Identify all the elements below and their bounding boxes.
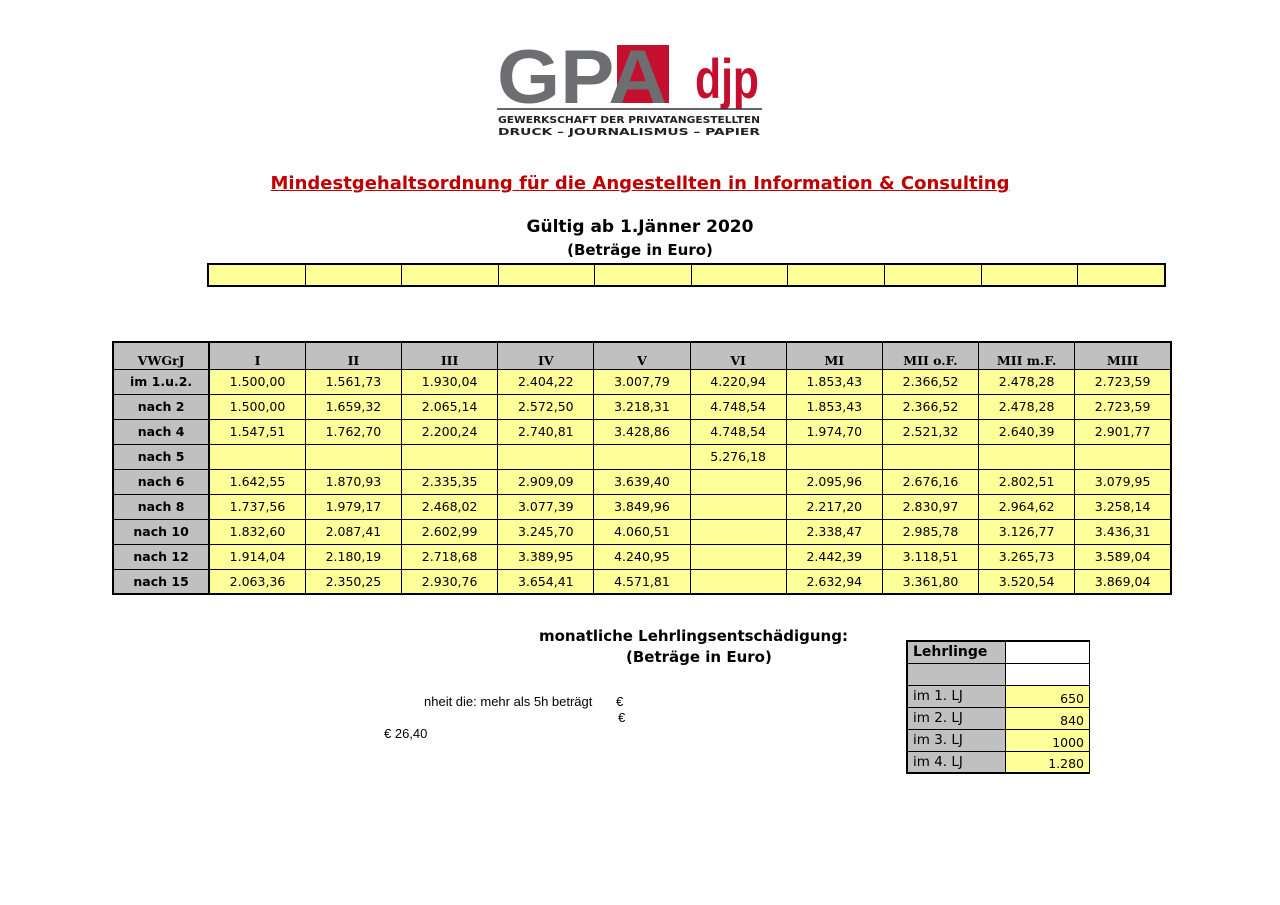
salary-cell: 1.547,51 (209, 419, 305, 444)
salary-cell (690, 519, 786, 544)
table-row (113, 469, 1171, 494)
salary-cell: 2.478,28 (979, 369, 1075, 394)
salary-header-row (113, 342, 1171, 369)
salary-cell: 1.762,70 (305, 419, 401, 444)
salary-cell (690, 569, 786, 594)
salary-table (112, 341, 1172, 595)
salary-cell (979, 444, 1075, 469)
euro-sign-1: € (616, 694, 624, 709)
salary-cell (402, 444, 498, 469)
empty-cell (1005, 641, 1090, 663)
salary-cell: 3.126,77 (979, 519, 1075, 544)
salary-cell: 3.361,80 (882, 569, 978, 594)
salary-cell (209, 444, 305, 469)
column-header: III (402, 342, 498, 369)
apprentice-row (907, 685, 1090, 707)
salary-cell: 2.572,50 (498, 394, 594, 419)
salary-cell: 2.404,22 (498, 369, 594, 394)
salary-cell: 2.180,19 (305, 544, 401, 569)
gpa-djp-logo (497, 35, 763, 138)
salary-cell: 3.077,39 (498, 494, 594, 519)
apprentice-year-label: im 1. LJ (907, 685, 1005, 707)
column-header: MII o.F. (882, 342, 978, 369)
salary-cell: 2.909,09 (498, 469, 594, 494)
salary-cell (690, 544, 786, 569)
salary-cell: 2.640,39 (979, 419, 1075, 444)
table-row (113, 444, 1171, 469)
text-fragment-1: nheit die: mehr als 5h beträgt (424, 694, 593, 709)
column-header: IV (498, 342, 594, 369)
empty-cell (209, 265, 306, 285)
row-label: nach 4 (113, 419, 209, 444)
empty-cell (885, 265, 982, 285)
salary-cell: 1.737,56 (209, 494, 305, 519)
salary-cell: 1.853,43 (786, 394, 882, 419)
text-fragment-2: € 26,40 (384, 726, 428, 741)
salary-cell: 2.478,28 (979, 394, 1075, 419)
column-header: VI (690, 342, 786, 369)
apprentice-unit: (Beträge in Euro) (626, 648, 772, 666)
salary-cell: 4.220,94 (690, 369, 786, 394)
row-label: nach 10 (113, 519, 209, 544)
column-header: MII m.F. (979, 342, 1075, 369)
row-label: nach 2 (113, 394, 209, 419)
salary-cell: 2.442,39 (786, 544, 882, 569)
empty-cell (788, 265, 885, 285)
salary-cell: 2.217,20 (786, 494, 882, 519)
empty-cell (1005, 663, 1090, 685)
empty-cell (907, 663, 1005, 685)
salary-cell: 3.869,04 (1075, 569, 1171, 594)
empty-cell (402, 265, 499, 285)
logo-djp: djp (695, 47, 759, 110)
salary-cell: 2.723,59 (1075, 394, 1171, 419)
salary-cell (690, 494, 786, 519)
salary-cell: 2.676,16 (882, 469, 978, 494)
logo-line-2: DRUCK – JOURNALISMUS – PAPIER (498, 127, 761, 138)
salary-cell: 2.740,81 (498, 419, 594, 444)
row-label: nach 5 (113, 444, 209, 469)
salary-cell: 2.632,94 (786, 569, 882, 594)
salary-cell: 3.436,31 (1075, 519, 1171, 544)
table-row (113, 544, 1171, 569)
apprentice-amount: 1000 (1005, 729, 1090, 751)
salary-cell: 2.802,51 (979, 469, 1075, 494)
salary-cell: 4.748,54 (690, 394, 786, 419)
apprentice-amount: 650 (1005, 685, 1090, 707)
apprentice-year-label: im 2. LJ (907, 707, 1005, 729)
salary-cell: 2.723,59 (1075, 369, 1171, 394)
salary-cell (498, 444, 594, 469)
apprentice-year-label: im 3. LJ (907, 729, 1005, 751)
salary-cell: 1.853,43 (786, 369, 882, 394)
salary-cell: 2.985,78 (882, 519, 978, 544)
apprentice-row (907, 751, 1090, 773)
salary-cell: 2.602,99 (402, 519, 498, 544)
salary-cell: 3.520,54 (979, 569, 1075, 594)
salary-cell: 2.095,96 (786, 469, 882, 494)
salary-cell: 4.060,51 (594, 519, 690, 544)
apprentice-amount: 840 (1005, 707, 1090, 729)
empty-cell (692, 265, 789, 285)
salary-cell: 3.218,31 (594, 394, 690, 419)
salary-cell: 4.748,54 (690, 419, 786, 444)
page-title: Mindestgehaltsordnung für die Angestellten in Information & Consulting (270, 173, 1010, 194)
salary-cell: 3.007,79 (594, 369, 690, 394)
salary-cell: 2.200,24 (402, 419, 498, 444)
salary-cell: 1.870,93 (305, 469, 401, 494)
apprentice-table (906, 640, 1090, 774)
salary-cell: 2.964,62 (979, 494, 1075, 519)
row-label: nach 8 (113, 494, 209, 519)
row-label: nach 12 (113, 544, 209, 569)
salary-cell: 2.335,35 (402, 469, 498, 494)
salary-cell: 2.930,76 (402, 569, 498, 594)
logo-letters (497, 35, 759, 120)
column-header: MIII (1075, 342, 1171, 369)
salary-cell: 3.265,73 (979, 544, 1075, 569)
column-header: VWGrJ (113, 342, 209, 369)
salary-cell: 2.065,14 (402, 394, 498, 419)
column-header: II (305, 342, 401, 369)
salary-cell: 2.350,25 (305, 569, 401, 594)
salary-cell: 3.258,14 (1075, 494, 1171, 519)
salary-cell: 1.979,17 (305, 494, 401, 519)
salary-cell (594, 444, 690, 469)
salary-cell: 1.500,00 (209, 369, 305, 394)
salary-cell: 2.718,68 (402, 544, 498, 569)
column-header: V (594, 342, 690, 369)
salary-cell: 1.832,60 (209, 519, 305, 544)
salary-cell: 1.659,32 (305, 394, 401, 419)
column-header: MI (786, 342, 882, 369)
logo-line-1: GEWERKSCHAFT DER PRIVATANGESTELLTEN (498, 115, 760, 126)
apprentice-amount: 1.280 (1005, 751, 1090, 773)
salary-cell: 3.589,04 (1075, 544, 1171, 569)
salary-cell (690, 469, 786, 494)
apprentice-header: Lehrlinge (907, 641, 1005, 663)
table-row (113, 394, 1171, 419)
table-row (113, 569, 1171, 594)
apprentice-row (907, 729, 1090, 751)
salary-cell: 2.366,52 (882, 394, 978, 419)
salary-cell: 2.521,32 (882, 419, 978, 444)
salary-cell: 4.571,81 (594, 569, 690, 594)
salary-cell (305, 444, 401, 469)
salary-cell: 3.245,70 (498, 519, 594, 544)
salary-cell (1075, 444, 1171, 469)
salary-cell: 3.849,96 (594, 494, 690, 519)
empty-cell (499, 265, 596, 285)
salary-cell: 2.830,97 (882, 494, 978, 519)
apprentice-header-row (907, 641, 1090, 663)
salary-cell: 2.468,02 (402, 494, 498, 519)
apprentice-row (907, 707, 1090, 729)
salary-cell: 1.642,55 (209, 469, 305, 494)
empty-cell (595, 265, 692, 285)
euro-sign-2: € (618, 710, 626, 725)
column-header: I (209, 342, 305, 369)
salary-cell: 3.389,95 (498, 544, 594, 569)
apprentice-title: monatliche Lehrlingsentschädigung: (539, 627, 848, 645)
salary-cell: 1.561,73 (305, 369, 401, 394)
table-row (113, 519, 1171, 544)
apprentice-blank-row (907, 663, 1090, 685)
empty-cell (982, 265, 1079, 285)
salary-cell (882, 444, 978, 469)
salary-cell: 2.063,36 (209, 569, 305, 594)
table-row (113, 419, 1171, 444)
salary-cell: 1.974,70 (786, 419, 882, 444)
salary-cell: 3.079,95 (1075, 469, 1171, 494)
salary-cell: 2.087,41 (305, 519, 401, 544)
apprentice-year-label: im 4. LJ (907, 751, 1005, 773)
row-label: nach 6 (113, 469, 209, 494)
salary-cell (786, 444, 882, 469)
salary-cell: 2.366,52 (882, 369, 978, 394)
salary-cell: 3.654,41 (498, 569, 594, 594)
empty-cell (306, 265, 403, 285)
salary-cell: 3.118,51 (882, 544, 978, 569)
salary-cell: 2.338,47 (786, 519, 882, 544)
salary-cell: 5.276,18 (690, 444, 786, 469)
table-row (113, 494, 1171, 519)
salary-cell: 1.914,04 (209, 544, 305, 569)
salary-cell: 4.240,95 (594, 544, 690, 569)
empty-cell (1078, 265, 1164, 285)
valid-from: Gültig ab 1.Jänner 2020 (526, 217, 754, 237)
salary-cell: 1.930,04 (402, 369, 498, 394)
empty-yellow-row (207, 263, 1166, 287)
salary-cell: 3.428,86 (594, 419, 690, 444)
logo-letters-gpa: GPA (497, 35, 667, 120)
salary-cell: 1.500,00 (209, 394, 305, 419)
row-label: nach 15 (113, 569, 209, 594)
unit-label: (Beträge in Euro) (567, 241, 713, 259)
gpa-logo-graphic (497, 35, 763, 138)
row-label: im 1.u.2. (113, 369, 209, 394)
salary-cell: 2.901,77 (1075, 419, 1171, 444)
salary-cell: 3.639,40 (594, 469, 690, 494)
table-row (113, 369, 1171, 394)
